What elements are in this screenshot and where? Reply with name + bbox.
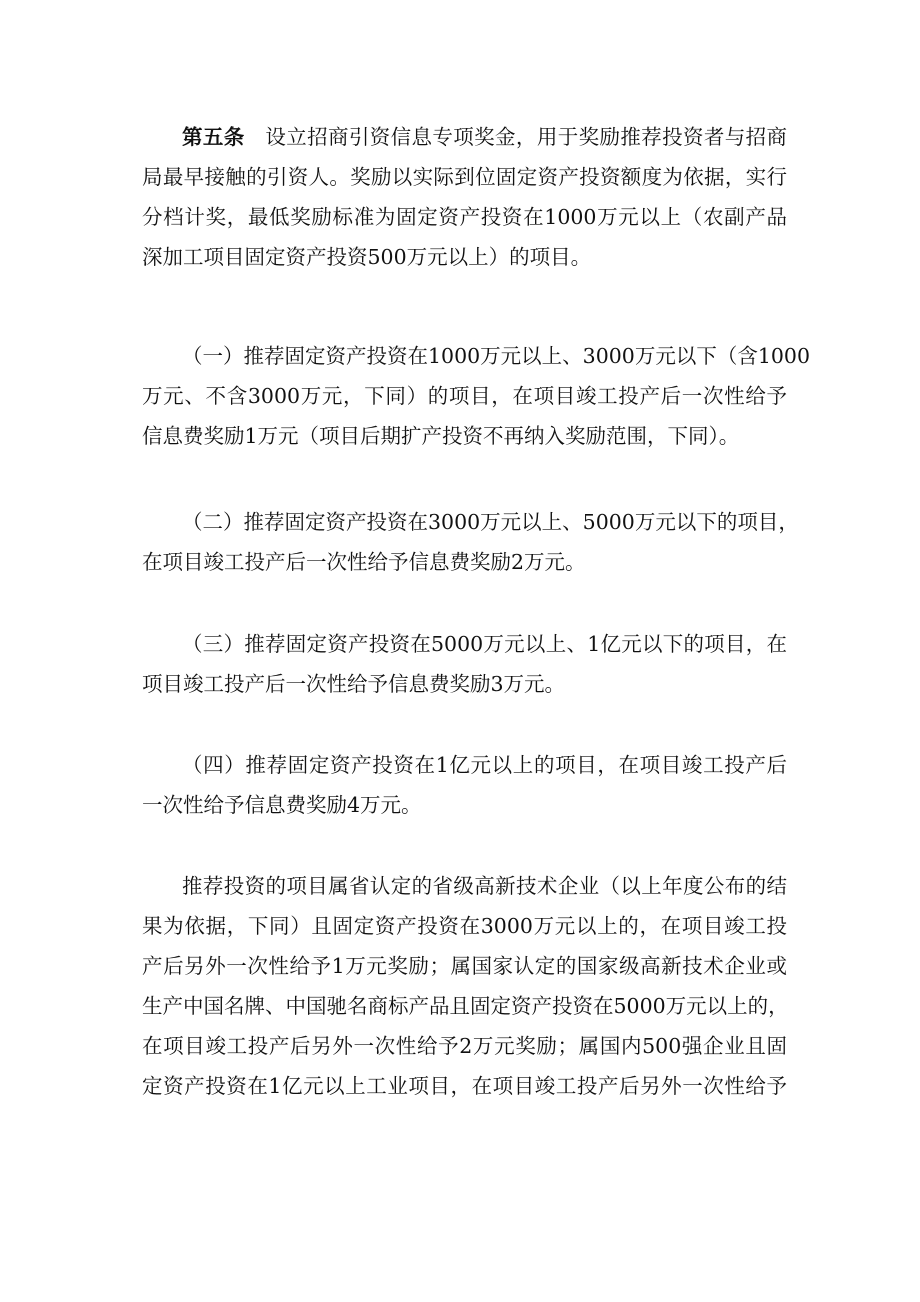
- paragraph-line: 生产中国名牌、中国驰名商标产品且固定资产投资在5000万元以上的，: [142, 994, 789, 1018]
- article-five-paragraph: [142, 117, 787, 277]
- paragraph-line: 推荐投资的项目属省认定的省级高新技术企业（以上年度公布的结: [182, 874, 787, 898]
- paragraph-line: 信息费奖励1万元（项目后期扩产投资不再纳入奖励范围，下同）。: [142, 424, 740, 448]
- paragraph-line: 局最早接触的引资人。奖励以实际到位固定资产投资额度为依据，实行: [142, 165, 787, 189]
- paragraph-line: 万元、不含3000万元，下同）的项目，在项目竣工投产后一次性给予: [142, 384, 787, 408]
- paragraph-line: 果为依据，下同）且固定资产投资在3000万元以上的，在项目竣工投: [142, 914, 787, 938]
- paragraph-line: （二）推荐固定资产投资在3000万元以上、5000万元以下的项目，: [182, 510, 799, 534]
- paragraph-line: 一次性给予信息费奖励4万元。: [142, 793, 422, 817]
- item-three-paragraph: [142, 624, 787, 704]
- additional-reward-paragraph: [142, 866, 787, 1106]
- paragraph-line: 在项目竣工投产后一次性给予信息费奖励2万元。: [142, 550, 586, 574]
- paragraph-line: 产后另外一次性给予1万元奖励；属国家认定的国家级高新技术企业或: [142, 954, 787, 978]
- paragraph-line: 定资产投资在1亿元以上工业项目，在项目竣工投产后另外一次性给予: [142, 1074, 787, 1098]
- item-two-paragraph: [142, 502, 799, 582]
- paragraph-line: （一）推荐固定资产投资在1000万元以上、3000万元以下（含1000: [182, 344, 811, 368]
- paragraph-line: 在项目竣工投产后另外一次性给予2万元奖励；属国内500强企业且固: [142, 1034, 787, 1058]
- line-text: 设立招商引资信息专项奖金，用于奖励推荐投资者与招商: [265, 125, 788, 149]
- paragraph-line: （三）推荐固定资产投资在5000万元以上、1亿元以下的项目，在: [182, 632, 787, 656]
- paragraph-line: （四）推荐固定资产投资在1亿元以上的项目，在项目竣工投产后: [182, 753, 787, 777]
- paragraph-line: 项目竣工投产后一次性给予信息费奖励3万元。: [142, 672, 566, 696]
- item-one-paragraph: [142, 336, 811, 456]
- paragraph-line: [142, 117, 787, 157]
- paragraph-line: 深加工项目固定资产投资500万元以上）的项目。: [142, 245, 592, 269]
- item-four-paragraph: [142, 745, 787, 825]
- paragraph-line: 分档计奖，最低奖励标准为固定资产投资在1000万元以上（农副产品: [142, 205, 787, 229]
- article-heading: 第五条: [182, 125, 245, 149]
